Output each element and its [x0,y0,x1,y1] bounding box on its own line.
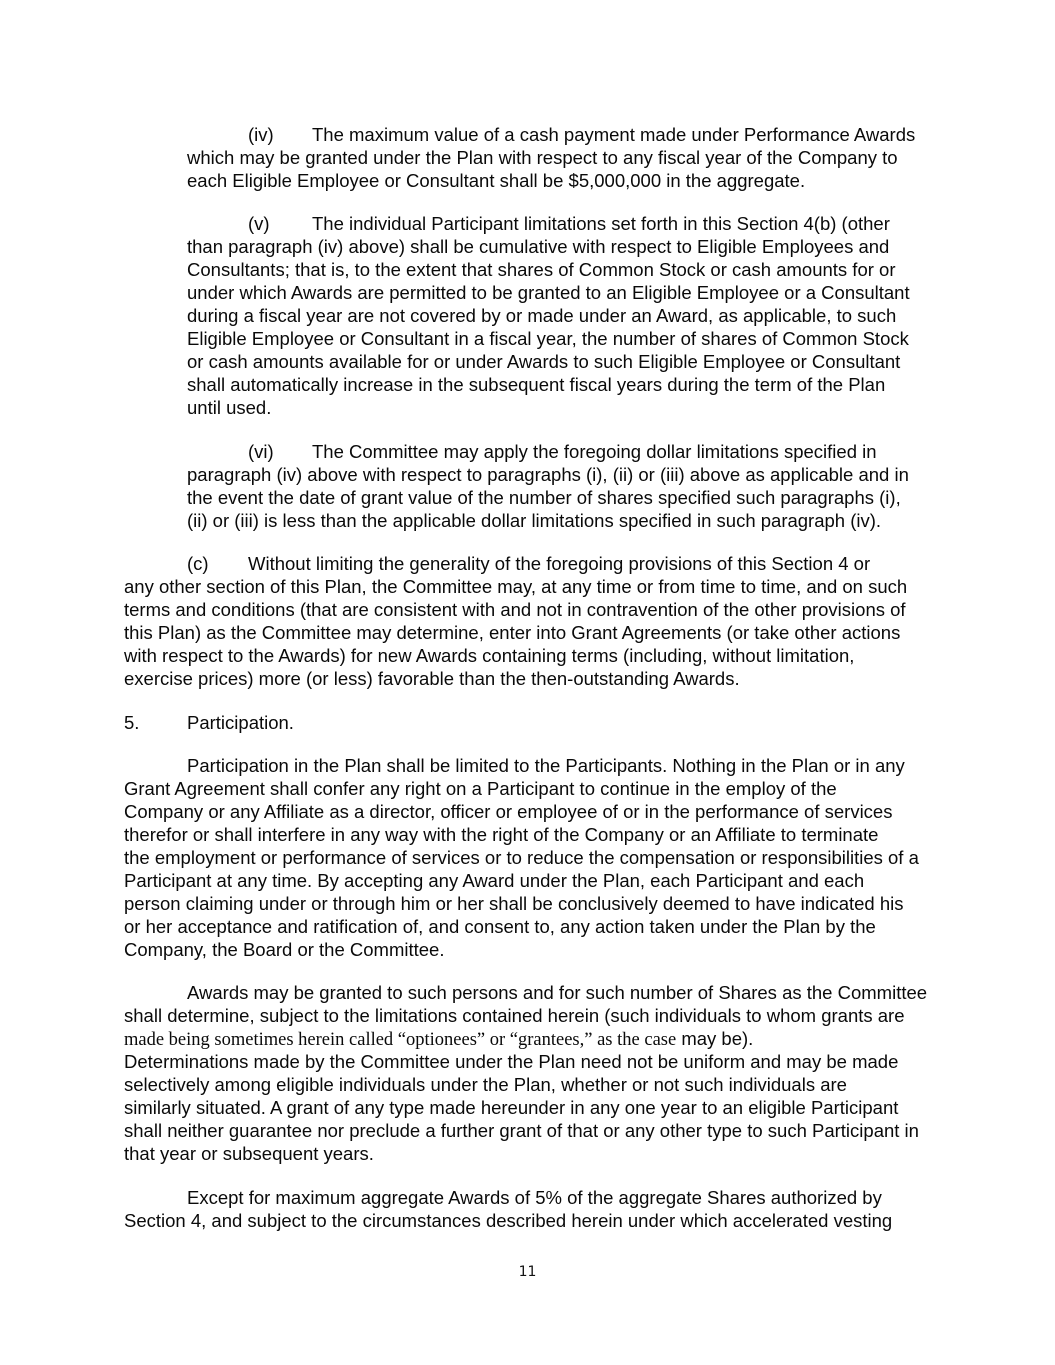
text-line: Except for maximum aggregate Awards of 5% of the aggregate Shares authorized by [187,1186,882,1208]
text-line-content: The Committee may apply the foregoing dollar limitations specified in [312,440,877,462]
text-line: Participant at any time. By accepting any Award under the Plan, each Participant and each [124,869,865,891]
text-line: selectively among eligible individuals under the Plan, whether or not such individuals are [124,1074,847,1096]
text-line [0,1027,1055,1050]
text-line: (ii) or (iii) is less than the applicable dollar limitations specified in such paragraph (iv). [187,509,882,531]
text-line: shall determine, subject to the limitations contained herein (such individuals to whom grants are [124,1005,905,1027]
text-line: paragraph (iv) above with respect to paragraphs (i), (ii) or (iii) above as applicable and in [187,463,909,485]
text-line: Awards may be granted to such persons and for such number of Shares as the Committee [187,982,928,1004]
text-line [0,552,1055,575]
text-line: any other section of this Plan, the Committee may, at any time or from time to time, and on such [124,576,908,598]
text-line: this Plan) as the Committee may determine, enter into Grant Agreements (or take other actions [124,622,901,644]
text-line: Section 4, and subject to the circumstances described herein under which accelerated vesting [124,1209,893,1231]
text-line-sans-part: may be). [676,1028,754,1050]
text-line: under which Awards are permitted to be granted to an Eligible Employee or a Consultant [187,282,910,304]
paragraph-awards [0,981,1055,1165]
text-line: Company, the Board or the Committee. [124,938,445,960]
text-line: the employment or performance of services or to reduce the compensation or responsibilities of a [124,846,919,868]
text-line: each Eligible Employee or Consultant shall be $5,000,000 in the aggregate. [187,170,806,191]
section-heading [0,711,1055,734]
text-line: person claiming under or through him or her shall be conclusively deemed to have indicated his [124,892,904,914]
text-line [0,212,1055,235]
text-line: Consultants; that is, to the extent that shares of Common Stock or cash amounts for or [187,259,896,281]
text-line: or her acceptance and ratification of, and consent to, any action taken under the Plan by the [124,915,876,937]
section-number: 5. [124,711,140,733]
paragraph-label: (v) [248,213,270,235]
text-line: Grant Agreement shall confer any right on a Participant to continue in the employ of the [124,777,837,799]
text-line [0,711,1055,734]
text-line-content: The maximum value of a cash payment made under Performance Awards [312,124,916,145]
text-line: Company or any Affiliate as a director, officer or employee of or in the performance of services [124,800,893,822]
text-line: than paragraph (iv) above) shall be cumulative with respect to Eligible Employees and [187,236,890,258]
text-line: shall automatically increase in the subsequent fiscal years during the term of the Plan [187,374,886,396]
text-line: until used. [187,397,272,419]
text-line: or cash amounts available for or under Awards to such Eligible Employee or Consultant [187,351,901,373]
text-line: during a fiscal year are not covered by or made under an Award, as applicable, to such [187,305,897,327]
section-title: Participation. [187,711,294,733]
text-line: which may be granted under the Plan with respect to any fiscal year of the Company to [187,147,898,168]
page-number: 11 [518,1264,537,1280]
text-line: similarly situated. A grant of any type made hereunder in any one year to an eligible Participant [124,1097,899,1119]
text-line: Determinations made by the Committee under the Plan need not be uniform and may be made [124,1051,899,1073]
text-line: shall neither guarantee nor preclude a further grant of that or any other type to such Participant in [124,1120,919,1142]
document-body [0,123,1055,1252]
text-line-serif-part: made being sometimes herein called “optionees” or “grantees,” as the case [124,1030,677,1051]
text-line [0,123,1055,146]
paragraph-vi [0,440,1055,532]
text-line: terms and conditions (that are consistent with and not in contravention of the other provisions of [124,599,906,621]
paragraph-label: (vi) [248,440,274,462]
paragraph-label: (c) [187,553,209,575]
text-line: therefor or shall interfere in any way with the right of the Company or an Affiliate to terminate [124,823,879,845]
paragraph-label: (iv) [248,124,274,145]
paragraph-c [0,552,1055,690]
text-line: that year or subsequent years. [124,1143,374,1165]
text-line-content: Without limiting the generality of the foregoing provisions of this Section 4 or [248,553,871,575]
paragraph-participation [0,754,1055,961]
paragraph-v [0,212,1055,419]
paragraph-except [0,1186,1055,1232]
text-line: with respect to the Awards) for new Awards containing terms (including, without limitation, [124,645,855,667]
text-line [0,440,1055,463]
text-line: Participation in the Plan shall be limited to the Participants. Nothing in the Plan or in any [187,754,905,776]
text-line: Eligible Employee or Consultant in a fiscal year, the number of shares of Common Stock [187,328,909,350]
text-line: the event the date of grant value of the number of shares specified such paragraphs (i), [187,486,901,508]
text-line: exercise prices) more (or less) favorable than the then-outstanding Awards. [124,668,740,690]
text-line-content: The individual Participant limitations set forth in this Section 4(b) (other [312,213,890,235]
paragraph-iv [0,123,1055,192]
